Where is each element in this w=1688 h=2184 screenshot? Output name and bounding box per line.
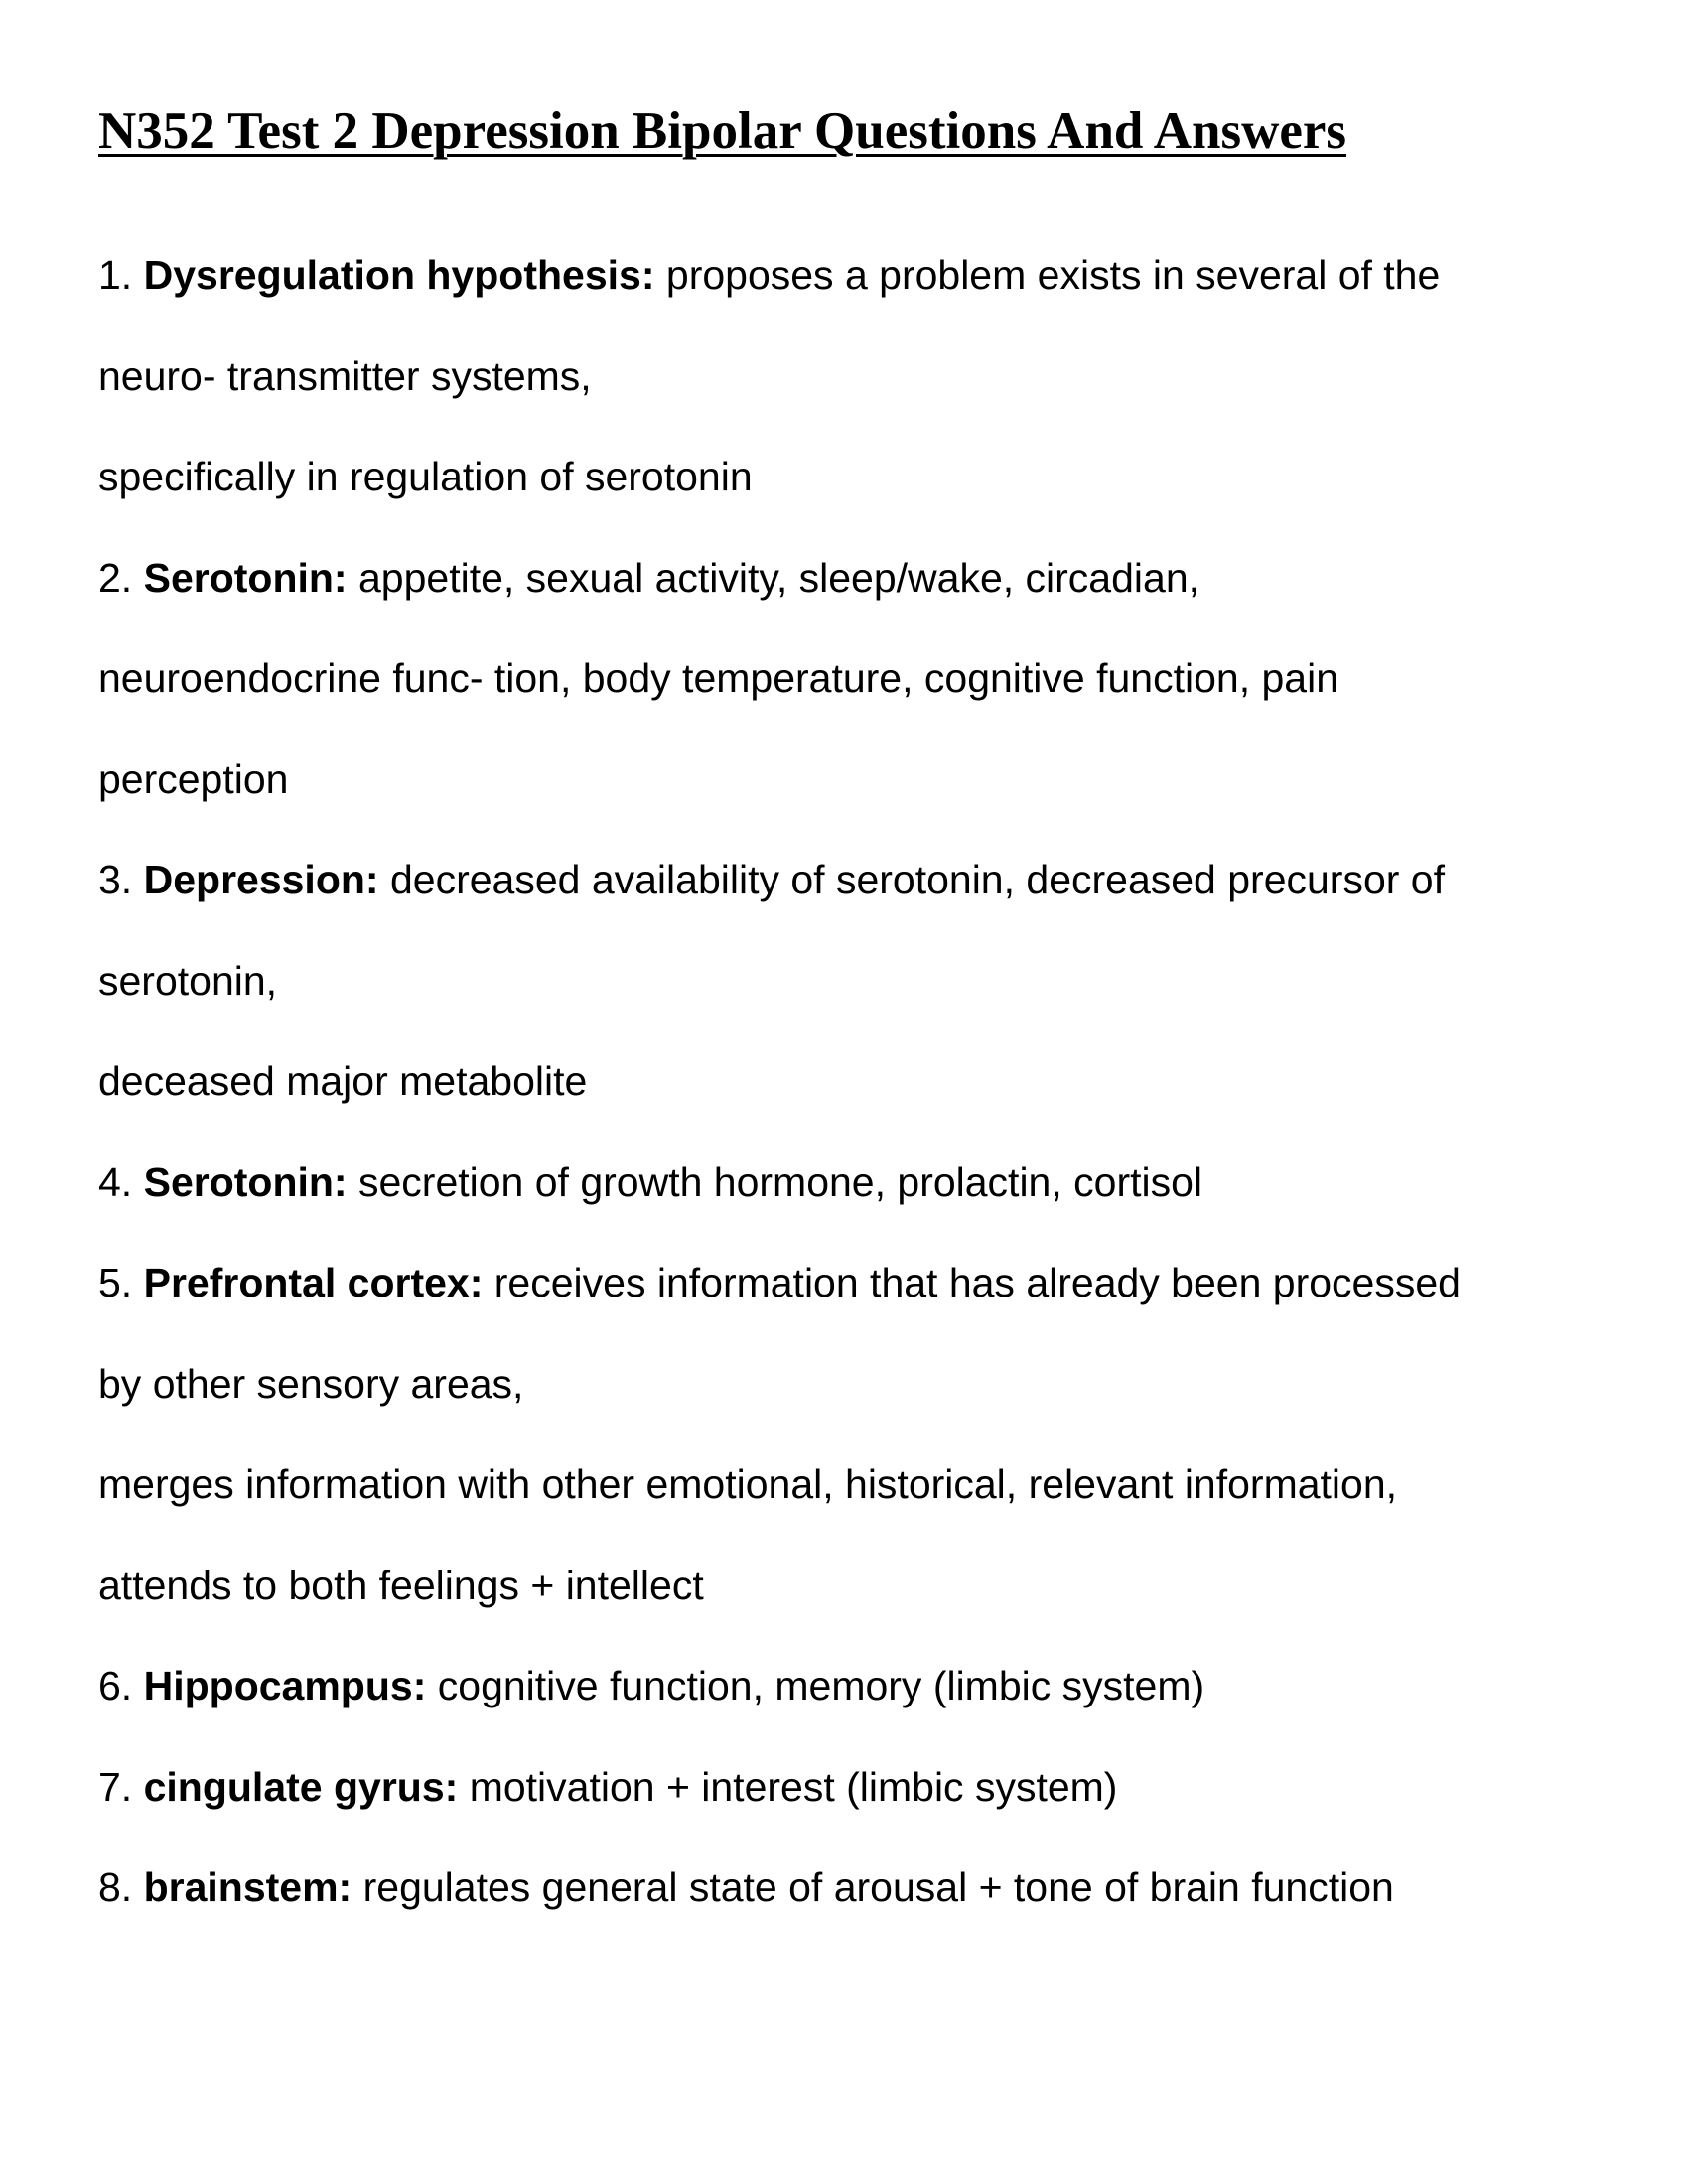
item-term: Serotonin:	[143, 554, 348, 601]
list-item	[98, 1737, 1598, 1839]
item-definition: proposes a problem exists in several of the	[665, 252, 1441, 298]
list-item	[98, 225, 1598, 327]
item-continuation: deceased major metabolite	[98, 1058, 588, 1104]
item-continuation: perception	[98, 755, 289, 802]
item-number: 6.	[98, 1663, 133, 1708]
item-term: Serotonin:	[143, 1159, 348, 1205]
qa-list	[98, 225, 1598, 1939]
list-item	[98, 528, 1598, 629]
item-number: 7.	[98, 1763, 133, 1810]
item-number: 3.	[98, 857, 133, 902]
item-number: 8.	[98, 1864, 133, 1910]
item-definition: regulates general state of arousal + tone of brain function	[362, 1864, 1394, 1910]
item-continuation: serotonin,	[98, 957, 278, 1004]
item-number: 1.	[98, 252, 133, 298]
item-definition: secretion of growth hormone, prolactin, cortisol	[358, 1159, 1203, 1205]
item-number: 4.	[98, 1159, 133, 1205]
item-term: Depression:	[143, 857, 379, 902]
item-definition: motivation + interest (limbic system)	[469, 1763, 1118, 1810]
item-continuation: attends to both feelings + intellect	[98, 1562, 704, 1608]
item-term: Hippocampus:	[143, 1663, 427, 1708]
item-number: 2.	[98, 554, 133, 601]
item-definition: receives information that has already been processed	[493, 1260, 1461, 1305]
list-item	[98, 1636, 1598, 1737]
item-number: 5.	[98, 1260, 133, 1305]
page-title: N352 Test 2 Depression Bipolar Questions And Answers	[98, 102, 1347, 160]
item-continuation: neuro- transmitter systems,	[98, 352, 592, 399]
item-definition: cognitive function, memory (limbic system)	[437, 1663, 1205, 1708]
item-term: Prefrontal cortex:	[143, 1260, 484, 1305]
item-continuation: neuroendocrine func- tion, body temperature, cognitive function, pain	[98, 655, 1338, 701]
item-term: Dysregulation hypothesis:	[143, 252, 655, 298]
item-definition: decreased availability of serotonin, decreased precursor of	[389, 857, 1446, 902]
list-item	[98, 1133, 1598, 1234]
list-item	[98, 1838, 1598, 1939]
list-item	[98, 1233, 1598, 1334]
item-continuation: specifically in regulation of serotonin	[98, 454, 753, 499]
list-item	[98, 830, 1598, 931]
item-term: brainstem:	[143, 1864, 352, 1910]
item-term: cingulate gyrus:	[143, 1763, 459, 1810]
item-continuation: by other sensory areas,	[98, 1360, 524, 1407]
item-definition: appetite, sexual activity, sleep/wake, circadian,	[358, 554, 1200, 601]
item-continuation: merges information with other emotional, historical, relevant information,	[98, 1461, 1398, 1507]
